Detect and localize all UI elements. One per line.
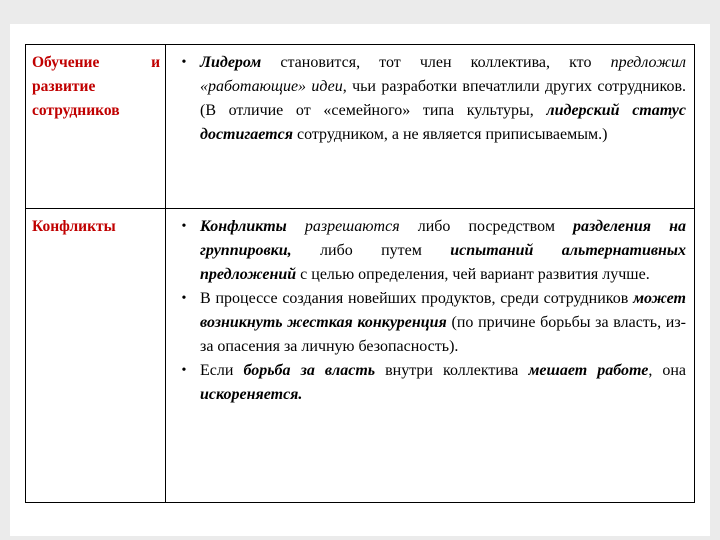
list-item [176, 359, 686, 407]
text-segment: с целью определения, чей вариант развития лучше. [296, 266, 650, 283]
text-segment: может возникнуть жесткая конкуренция [200, 290, 686, 331]
label-line: сотрудников [32, 102, 120, 119]
bullet-icon: • [181, 363, 187, 378]
text-segment: Конфликты [200, 218, 287, 235]
text-segment: борьба за власть [243, 362, 376, 379]
row-bullets-training [176, 51, 686, 147]
row-bullets-conflicts [176, 215, 686, 407]
text-segment: лидерский статус достигается [200, 102, 686, 143]
text-segment: либо путем [291, 242, 451, 259]
list-item [176, 215, 686, 287]
bullet-icon: • [181, 219, 187, 234]
text-segment: , чьи разработки впечатлили других сотрудников. (В отличие от «семейного» типа культуры, [200, 78, 687, 119]
bullet-text [200, 362, 686, 403]
label-line: Обучение и [32, 54, 160, 71]
text-segment [287, 218, 305, 235]
label-line: развитие [32, 78, 96, 95]
bullet-text [200, 54, 686, 143]
text-segment: разделения на группировки, [200, 218, 687, 259]
bullet-text [200, 218, 686, 283]
text-segment: испытаний альтернативных предложений [200, 242, 687, 283]
text-segment: разрешаются [304, 218, 400, 235]
text-segment: либо посредством [399, 218, 574, 235]
text-segment: В процессе создания новейших продуктов, среди сотрудников [200, 290, 634, 307]
text-segment: мешает работе [528, 362, 649, 379]
text-segment: Лидером [200, 54, 262, 71]
text-segment: Если [200, 362, 244, 379]
bullet-icon: • [181, 55, 187, 70]
row-label-conflicts [32, 215, 160, 239]
table-column-divider [165, 44, 166, 503]
label-line: Конфликты [32, 218, 116, 235]
text-segment: искореняется. [200, 386, 303, 403]
text-segment: , она [648, 362, 687, 379]
text-segment: сотрудником, а не является приписываемым.) [292, 126, 608, 143]
bullet-text [200, 290, 686, 355]
text-segment: (по причине борьбы за власть, из-за опасения за личную безопасность). [200, 314, 686, 355]
bullet-icon: • [181, 291, 187, 306]
text-segment: предложил «работающие» идеи [200, 54, 686, 95]
row-label-training [32, 51, 160, 123]
list-item [176, 51, 686, 147]
table-row-divider [25, 208, 695, 209]
text-segment: становится, тот член коллектива, кто [261, 54, 611, 71]
list-item [176, 287, 686, 359]
text-segment: внутри коллектива [375, 362, 529, 379]
